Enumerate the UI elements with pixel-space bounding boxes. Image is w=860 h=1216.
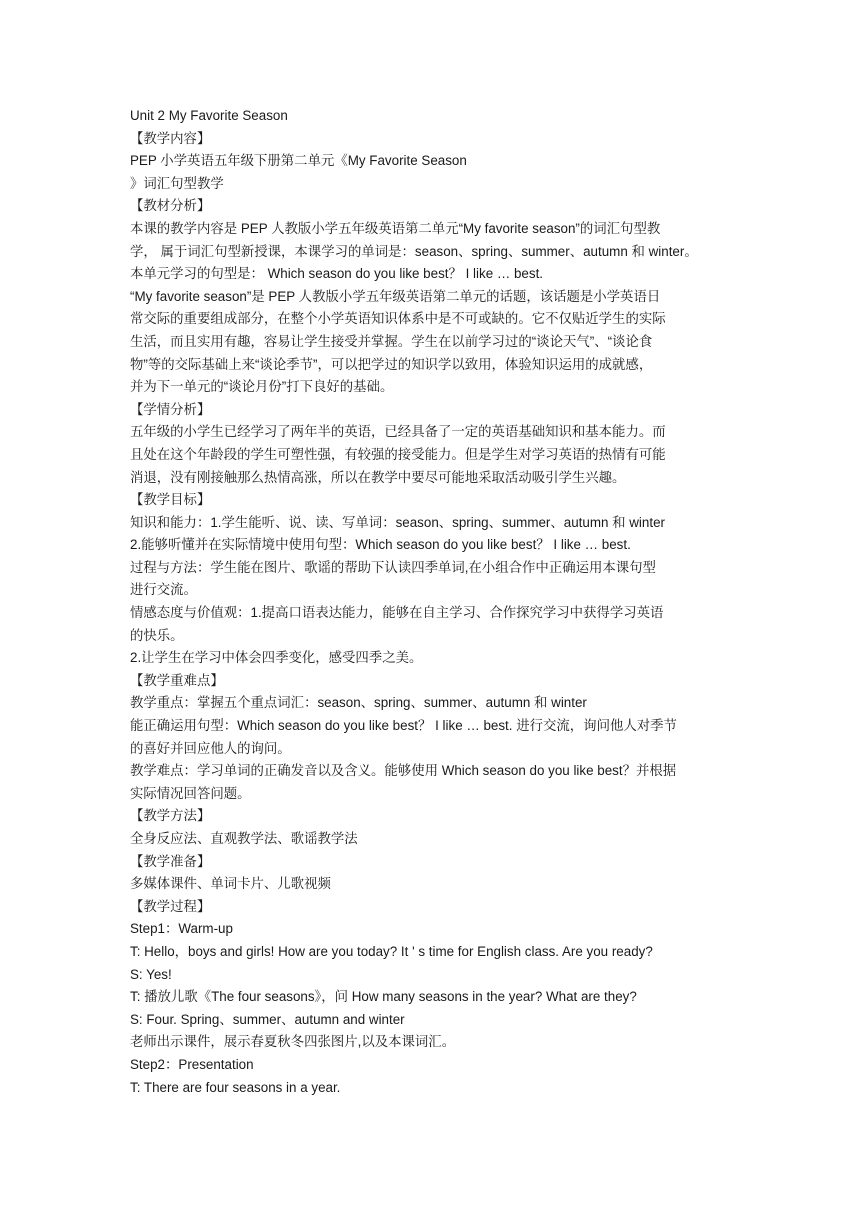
step-heading: Step1：Warm-up [130,921,233,937]
content-line: PEP 小学英语五年级下册第二单元《My Favorite Season [130,153,467,169]
paragraph-line: 的快乐。 [130,627,184,643]
paragraph-line: 本单元学习的句型是： Which season do you like best？ I like … best. [130,266,544,282]
section-heading-material-analysis: 【教材分析】 [130,198,211,214]
paragraph-line: 过程与方法：学生能在图片、歌谣的帮助下认读四季单词,在小组合作中正确运用本课句型 [130,559,656,575]
dialogue-line: T: 播放儿歌《The four seasons》，问 How many seasons in the year? What are they? [130,989,637,1005]
section-heading-key-points: 【教学重难点】 [130,672,224,688]
paragraph-line: 进行交流。 [130,582,197,598]
paragraph-line: 且处在这个年龄段的学生可塑性强，有较强的接受能力。但是学生对学习英语的热情有可能 [130,446,666,462]
paragraph-line: 2.让学生在学习中体会四季变化，感受四季之美。 [130,650,423,666]
dialogue-line: S: Four. Spring、summer、autumn and winter [130,1011,405,1027]
section-heading-learner-analysis: 【学情分析】 [130,401,211,417]
paragraph-line: 多媒体课件、单词卡片、儿歌视频 [130,876,331,892]
section-heading-content: 【教学内容】 [130,130,211,146]
paragraph-line: 并为下一单元的“谈论月份”打下良好的基础。 [130,379,394,395]
paragraph-line: 知识和能力：1.学生能听、说、读、写单词：season、spring、summer、autumn 和 winter [130,514,665,530]
paragraph-line: “My favorite season”是 PEP 人教版小学五年级英语第二单元的话题，该话题是小学英语日 [130,288,661,304]
section-heading-methods: 【教学方法】 [130,808,211,824]
paragraph-line: 全身反应法、直观教学法、歌谣教学法 [130,831,358,846]
document-title: Unit 2 My Favorite Season [130,108,288,123]
step-heading: Step2：Presentation [130,1056,254,1072]
paragraph-line: 情感态度与价值观：1.提高口语表达能力，能够在自主学习、合作探究学习中获得学习英语 [130,605,664,621]
content-line: 》词汇句型教学 [130,175,224,191]
dialogue-line: S: Yes! [130,966,172,982]
section-heading-preparation: 【教学准备】 [130,853,211,869]
paragraph-line: 学， 属于词汇句型新授课，本课学习的单词是：season、spring、summer、autumn 和 winter。 [130,243,698,259]
paragraph-line: 教学难点：学习单词的正确发音以及含义。能够使用 Which season do you like best？并根据 [130,763,677,779]
section-heading-process: 【教学过程】 [130,898,211,914]
paragraph-line: 本课的教学内容是 PEP 人教版小学五年级英语第二单元“My favorite season”的词汇句型教 [130,220,661,236]
paragraph-line: 生活，而且实用有趣，容易让学生接受并掌握。学生在以前学习过的“谈论天气”、“谈论食 [130,333,653,349]
dialogue-line: T: Hello，boys and girls! How are you today? It ' s time for English class. Are you ready? [130,943,653,959]
section-heading-objectives: 【教学目标】 [130,492,211,508]
paragraph-line: 物”等的交际基础上来“谈论季节”，可以把学过的知识学以致用，体验知识运用的成就感， [130,356,653,372]
dialogue-line: T: There are four seasons in a year. [130,1079,341,1095]
document-page [130,105,732,1099]
paragraph-line: 的喜好并回应他人的询问。 [130,740,291,756]
paragraph-line: 2.能够听懂并在实际情境中使用句型：Which season do you like best？ I like … best. [130,537,631,553]
paragraph-line: 教学重点：掌握五个重点词汇：season、spring、summer、autumn 和 winter [130,695,587,711]
paragraph-line: 常交际的重要组成部分，在整个小学英语知识体系中是不可或缺的。它不仅贴近学生的实际 [130,311,666,327]
paragraph-line: 实际情况回答问题。 [130,785,251,801]
paragraph-line: 能正确运用句型：Which season do you like best？ I like … best. 进行交流，询问他人对季节 [130,718,677,734]
paragraph-line: 五年级的小学生已经学习了两年半的英语，已经具备了一定的英语基础知识和基本能力。而 [130,424,666,440]
paragraph-line: 消退，没有刚接触那么热情高涨，所以在教学中要尽可能地采取活动吸引学生兴趣。 [130,469,626,485]
paragraph-line: 老师出示课件，展示春夏秋冬四张图片,以及本课词汇。 [130,1034,456,1050]
